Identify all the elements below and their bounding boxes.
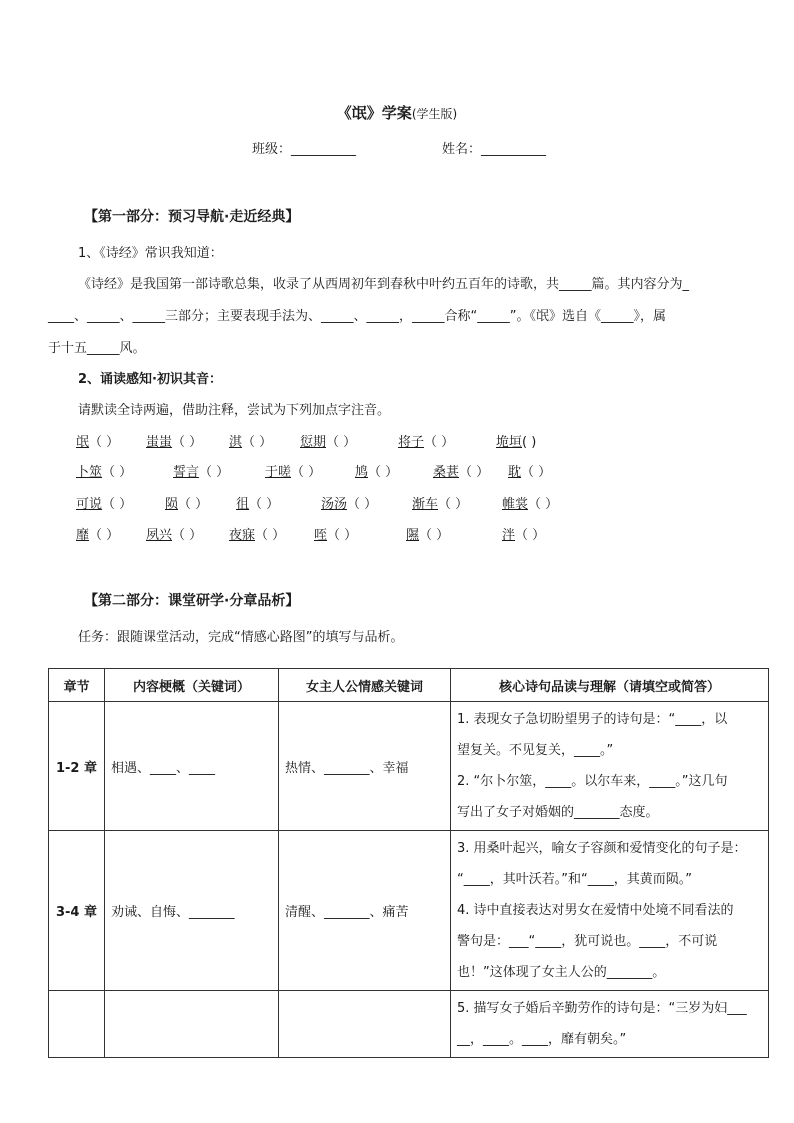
emotion-cell: 热情、_______、幸福 <box>279 702 451 831</box>
pinyin-blank[interactable]: （ ） <box>368 465 399 480</box>
title-text: 《氓》学案 <box>336 104 412 122</box>
q1-line-2: ____、_____、_____三部分；主要表现手法为、_____、_____，_____合称“_____”。《氓》选自《_____》，属 <box>48 309 666 324</box>
core-line: 警句是：___“____，犹可说也。____，不可说 <box>457 934 718 949</box>
core-cell <box>451 991 769 1058</box>
pinyin-blank[interactable]: （ ） <box>291 465 322 480</box>
pinyin-word: 夙兴 <box>146 528 173 543</box>
pinyin-item <box>502 524 545 543</box>
pinyin-item <box>406 524 449 543</box>
pinyin-word: 卜筮 <box>76 465 103 480</box>
core-line: 望复关。不见复关，____。” <box>457 743 614 758</box>
pinyin-word: 耽 <box>508 465 522 480</box>
pinyin-word: 徂 <box>236 497 250 512</box>
pinyin-item <box>165 493 208 512</box>
pinyin-blank[interactable]: （ ） <box>178 497 209 512</box>
pinyin-blank[interactable]: （ ） <box>515 528 546 543</box>
core-cell <box>451 831 769 991</box>
pinyin-item <box>146 524 202 543</box>
pinyin-blank[interactable]: ( ) <box>522 435 537 450</box>
pinyin-blank[interactable]: （ ） <box>249 497 280 512</box>
pinyin-word: 桑葚 <box>433 465 460 480</box>
pinyin-item <box>496 431 536 450</box>
pinyin-word: 誓言 <box>173 465 200 480</box>
core-line: 也！”这体现了女主人公的_______。 <box>457 965 666 980</box>
pinyin-word: 于嗟 <box>265 465 292 480</box>
core-cell <box>451 702 769 831</box>
table-row <box>49 831 769 991</box>
pinyin-item <box>412 493 468 512</box>
header-emotion: 女主人公情感关键词 <box>279 669 451 702</box>
pinyin-blank[interactable]: （ ） <box>242 435 273 450</box>
core-line: 2. “尔卜尔筮，____。以尔车来，____。”这几句 <box>457 774 728 789</box>
core-line: 3. 用桑叶起兴，喻女子容颜和爱情变化的句子是： <box>457 841 747 856</box>
header-chapter: 章节 <box>49 669 105 702</box>
pinyin-item <box>146 431 202 450</box>
pinyin-blank[interactable]: （ ） <box>459 465 490 480</box>
pinyin-item <box>229 524 285 543</box>
pinyin-word: 渐车 <box>412 497 439 512</box>
table-row <box>49 702 769 831</box>
emotion-cell <box>279 991 451 1058</box>
table-row <box>49 991 769 1058</box>
pinyin-blank[interactable]: （ ） <box>102 465 133 480</box>
summary-cell <box>105 991 279 1058</box>
q2-instruction: 请默读全诗两遍，借助注释，尝试为下列加点字注音。 <box>78 403 391 418</box>
pinyin-item <box>236 493 279 512</box>
q2-title: 2、诵读感知·初识其音： <box>78 372 222 387</box>
pinyin-blank[interactable]: （ ） <box>347 497 378 512</box>
core-line: 5. 描写女子婚后辛勤劳作的诗句是：“三岁为妇___ <box>457 1001 747 1016</box>
pinyin-item <box>76 461 132 480</box>
pinyin-word: 隰 <box>406 528 420 543</box>
pinyin-word: 将子 <box>398 435 425 450</box>
pinyin-word: 汤汤 <box>321 497 348 512</box>
part2-heading: 【第二部分：课堂研学·分章品析】 <box>84 593 300 609</box>
core-line: __，____。____，靡有朝矣。” <box>457 1032 627 1047</box>
q1-line-1: 《诗经》是我国第一部诗歌总集，收录了从西周初年到春秋中叶约五百年的诗歌，共_____篇。其内容分为_ <box>78 277 690 292</box>
pinyin-word: 陨 <box>165 497 179 512</box>
pinyin-blank[interactable]: （ ） <box>172 435 203 450</box>
pinyin-word: 可说 <box>76 497 103 512</box>
core-line: 写出了女子对婚姻的_______态度。 <box>457 805 659 820</box>
table-header-row <box>49 669 769 702</box>
pinyin-word: 泮 <box>502 528 516 543</box>
pinyin-blank[interactable]: （ ） <box>327 528 358 543</box>
pinyin-blank[interactable]: （ ） <box>326 435 357 450</box>
pinyin-item <box>502 493 558 512</box>
pinyin-blank[interactable]: （ ） <box>89 528 120 543</box>
pinyin-item <box>229 431 272 450</box>
pinyin-word: 咥 <box>314 528 328 543</box>
analysis-table <box>48 668 769 1058</box>
pinyin-word: 氓 <box>76 435 90 450</box>
q1-title: 1、《诗经》常识我知道： <box>78 246 223 261</box>
part1-heading: 【第一部分：预习导航·走近经典】 <box>84 209 300 225</box>
pinyin-item <box>398 431 454 450</box>
pinyin-blank[interactable]: （ ） <box>172 528 203 543</box>
pinyin-blank[interactable]: （ ） <box>419 528 450 543</box>
header-summary: 内容梗概（关键词） <box>105 669 279 702</box>
pinyin-item <box>321 493 377 512</box>
pinyin-blank[interactable]: （ ） <box>255 528 286 543</box>
chapter-cell: 1-2 章 <box>49 702 105 831</box>
chapter-cell: 3-4 章 <box>49 831 105 991</box>
pinyin-word: 夜寐 <box>229 528 256 543</box>
core-line: “____，其叶沃若。”和“____，其黄而陨。” <box>457 872 692 887</box>
pinyin-word: 垝垣 <box>496 435 523 450</box>
pinyin-blank[interactable]: （ ） <box>199 465 230 480</box>
pinyin-blank[interactable]: （ ） <box>521 465 552 480</box>
pinyin-word: 蚩蚩 <box>146 435 173 450</box>
pinyin-word: 靡 <box>76 528 90 543</box>
pinyin-word: 愆期 <box>300 435 327 450</box>
pinyin-item <box>265 461 321 480</box>
pinyin-blank[interactable]: （ ） <box>89 435 120 450</box>
core-line: 4. 诗中直接表达对男女在爱情中处境不同看法的 <box>457 903 734 918</box>
core-line: 1. 表现女子急切盼望男子的诗句是：“____，以 <box>457 712 728 727</box>
title-subtitle: (学生版) <box>411 107 458 121</box>
pinyin-item <box>300 431 356 450</box>
q1-line-3: 于十五_____风。 <box>48 341 146 356</box>
pinyin-item <box>76 431 119 450</box>
pinyin-blank[interactable]: （ ） <box>424 435 455 450</box>
pinyin-item <box>173 461 229 480</box>
pinyin-item <box>508 461 551 480</box>
pinyin-item <box>76 524 119 543</box>
pinyin-item <box>433 461 489 480</box>
pinyin-word: 鸠 <box>355 465 369 480</box>
page-title <box>0 102 794 123</box>
pinyin-word: 帷裳 <box>502 497 529 512</box>
pinyin-blank[interactable]: （ ） <box>102 497 133 512</box>
task-text: 任务：跟随课堂活动，完成“情感心路图”的填写与品析。 <box>78 630 404 645</box>
pinyin-word: 淇 <box>229 435 243 450</box>
emotion-cell: 清醒、_______、痛苦 <box>279 831 451 991</box>
pinyin-blank[interactable]: （ ） <box>438 497 469 512</box>
summary-cell: 劝诫、自悔、_______ <box>105 831 279 991</box>
name-field: 姓名：__________ <box>442 142 547 157</box>
class-field: 班级：__________ <box>252 142 357 157</box>
pinyin-item <box>314 524 357 543</box>
header-core: 核心诗句品读与理解（请填空或简答） <box>451 669 769 702</box>
pinyin-item <box>76 493 132 512</box>
summary-cell: 相遇、____、____ <box>105 702 279 831</box>
pinyin-blank[interactable]: （ ） <box>528 497 559 512</box>
pinyin-item <box>355 461 398 480</box>
chapter-cell <box>49 991 105 1058</box>
